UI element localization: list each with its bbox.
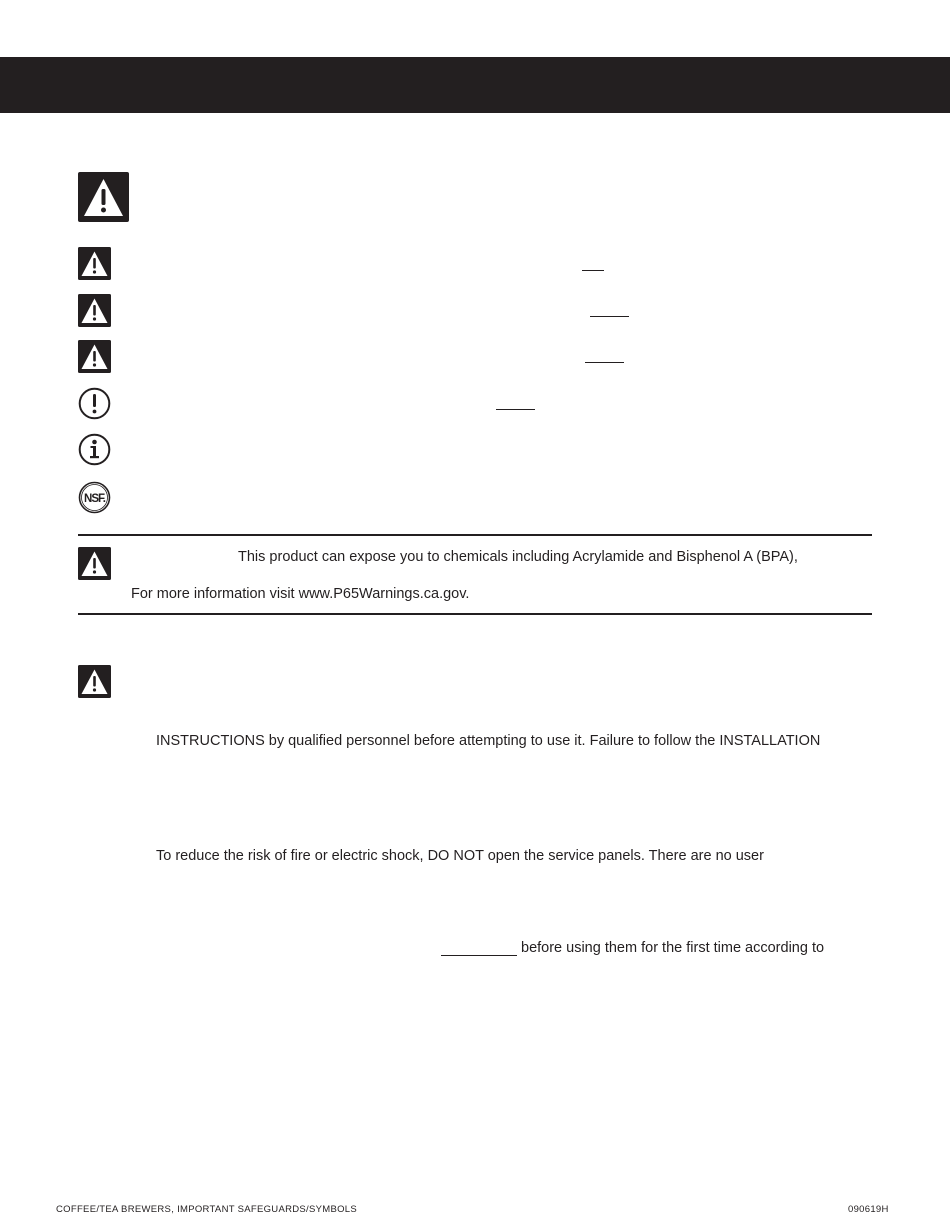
svg-text:NSF.: NSF.	[84, 493, 105, 505]
warning-triangle-icon	[78, 547, 111, 580]
underline-mark	[496, 409, 535, 410]
nsf-icon	[78, 481, 111, 514]
warning-triangle-icon	[78, 665, 111, 698]
underline-mark	[441, 955, 517, 956]
prop65-top-rule	[78, 534, 872, 536]
underline-mark	[590, 316, 629, 317]
prop65-bottom-rule	[78, 613, 872, 615]
safeguard-installation-text: INSTRUCTIONS by qualified personnel before attempting to use it. Failure to follow the INSTALLATION	[156, 733, 821, 749]
safeguard-first-use-text: before using them for the first time according to	[521, 940, 825, 956]
warning-triangle-icon	[78, 340, 111, 373]
notice-exclamation-icon	[78, 387, 111, 420]
underline-mark	[582, 270, 604, 271]
header-bar	[0, 57, 950, 113]
prop65-info-link-text: For more information visit www.P65Warnings.ca.gov.	[131, 586, 470, 602]
footer-doc-code: 090619H	[848, 1204, 889, 1215]
warning-triangle-icon	[78, 294, 111, 327]
prop65-warning-text: This product can expose you to chemicals including Acrylamide and Bisphenol A (BPA),	[238, 549, 798, 565]
footer-title: COFFEE/TEA BREWERS, IMPORTANT SAFEGUARDS/SYMBOLS	[56, 1204, 358, 1215]
safeguard-service-panels-text: To reduce the risk of fire or electric shock, DO NOT open the service panels. There are no user	[156, 848, 764, 864]
warning-triangle-icon	[78, 247, 111, 280]
warning-triangle-icon	[78, 172, 129, 222]
underline-mark	[585, 362, 624, 363]
info-icon	[78, 433, 111, 466]
